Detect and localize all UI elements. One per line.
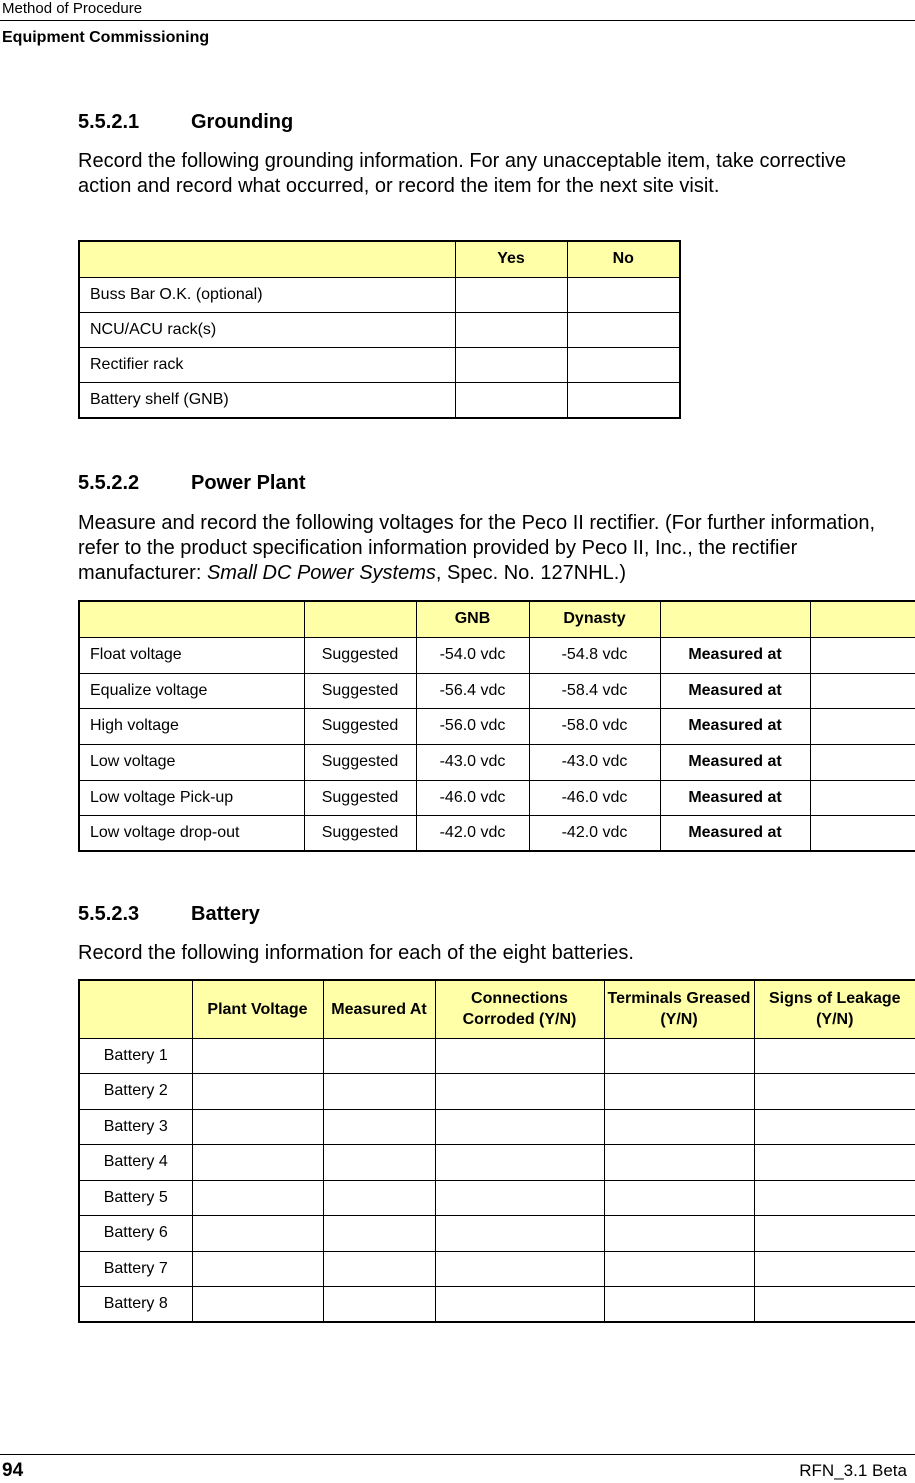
power-plant-text-italic: Small DC Power Systems: [206, 562, 436, 584]
battery-col-leakage: Signs of Leakage (Y/N): [754, 980, 915, 1038]
grounding-no-cell[interactable]: [567, 382, 680, 418]
table-row: [79, 637, 915, 673]
plant-voltage-cell[interactable]: [192, 1180, 323, 1216]
battery-label: Battery 8: [79, 1287, 192, 1323]
leakage-cell[interactable]: [754, 1074, 915, 1110]
power-plant-table: [78, 600, 915, 852]
leakage-cell[interactable]: [754, 1109, 915, 1145]
plant-voltage-cell[interactable]: [192, 1216, 323, 1252]
terminals-cell[interactable]: [604, 1074, 754, 1110]
grounding-header-row: [79, 241, 680, 277]
leakage-cell[interactable]: [754, 1216, 915, 1252]
battery-label: Battery 5: [79, 1180, 192, 1216]
leakage-cell[interactable]: [754, 1038, 915, 1074]
voltage-label: Float voltage: [79, 637, 304, 673]
dynasty-value: -43.0 vdc: [529, 744, 660, 780]
connections-cell[interactable]: [435, 1074, 604, 1110]
measured-at-cell[interactable]: [323, 1216, 435, 1252]
suggested-label: Suggested: [304, 780, 416, 815]
power-plant-number: 5.5.2.2: [78, 472, 140, 494]
connections-cell[interactable]: [435, 1216, 604, 1252]
gnb-value: -42.0 vdc: [416, 815, 529, 851]
measured-at-cell[interactable]: [323, 1145, 435, 1181]
power-col-measured: [660, 601, 810, 637]
connections-cell[interactable]: [435, 1251, 604, 1287]
grounding-heading: [78, 111, 293, 134]
dynasty-value: -58.0 vdc: [529, 708, 660, 744]
plant-voltage-cell[interactable]: [192, 1109, 323, 1145]
battery-col-terminals: Terminals Greased (Y/N): [604, 980, 754, 1038]
gnb-value: -43.0 vdc: [416, 744, 529, 780]
grounding-instructions: Record the following grounding information. For any unacceptable item, take corrective action and record what occurred, or record the item for the next site visit.: [78, 150, 847, 197]
measured-at-cell[interactable]: [323, 1109, 435, 1145]
measured-at-cell[interactable]: [323, 1038, 435, 1074]
measured-at-cell[interactable]: [323, 1251, 435, 1287]
table-row: [79, 382, 680, 418]
gnb-value: -56.0 vdc: [416, 708, 529, 744]
table-row: [79, 708, 915, 744]
grounding-no-cell[interactable]: [567, 347, 680, 382]
table-row: [79, 312, 680, 347]
table-row: [79, 673, 915, 708]
measured-at-label: Measured at: [660, 708, 810, 744]
grounding-yes-cell[interactable]: [455, 382, 567, 418]
measured-at-label: Measured at: [660, 815, 810, 851]
voltage-label: High voltage: [79, 708, 304, 744]
section-header: Equipment Commissioning: [2, 29, 210, 46]
dynasty-value: -42.0 vdc: [529, 815, 660, 851]
voltage-label: Low voltage Pick-up: [79, 780, 304, 815]
battery-label: Battery 3: [79, 1109, 192, 1145]
plant-voltage-cell[interactable]: [192, 1074, 323, 1110]
table-row: [79, 1180, 915, 1216]
grounding-item-label: Buss Bar O.K. (optional): [79, 277, 455, 312]
connections-cell[interactable]: [435, 1109, 604, 1145]
voltage-label: Equalize voltage: [79, 673, 304, 708]
plant-voltage-cell[interactable]: [192, 1038, 323, 1074]
gnb-value: -46.0 vdc: [416, 780, 529, 815]
power-plant-heading: [78, 472, 305, 495]
leakage-cell[interactable]: [754, 1287, 915, 1323]
suggested-label: Suggested: [304, 708, 416, 744]
measured-at-cell[interactable]: [323, 1180, 435, 1216]
grounding-item-label: NCU/ACU rack(s): [79, 312, 455, 347]
terminals-cell[interactable]: [604, 1109, 754, 1145]
power-col-dynasty: Dynasty: [529, 601, 660, 637]
connections-cell[interactable]: [435, 1145, 604, 1181]
power-plant-text-before: Measure and record the following voltages for the Peco II rectifier. (For further information, refer to the product specification information provided by Peco II, Inc., the rectifier manufacturer:: [78, 512, 876, 584]
power-col-kind: [304, 601, 416, 637]
grounding-yes-cell[interactable]: [455, 347, 567, 382]
battery-table: [78, 979, 915, 1323]
header-divider: [0, 20, 915, 21]
grounding-number: 5.5.2.1: [78, 111, 140, 133]
page-number: 94: [2, 1460, 24, 1481]
power-col-label: [79, 601, 304, 637]
battery-col-connections: Connections Corroded (Y/N): [435, 980, 604, 1038]
terminals-cell[interactable]: [604, 1216, 754, 1252]
suggested-label: Suggested: [304, 815, 416, 851]
voltage-label: Low voltage drop-out: [79, 815, 304, 851]
grounding-col-no: No: [567, 241, 680, 277]
grounding-item-label: Battery shelf (GNB): [79, 382, 455, 418]
power-plant-title: Power Plant: [191, 472, 306, 494]
battery-col-measured-at: Measured At: [323, 980, 435, 1038]
measured-at-label: Measured at: [660, 673, 810, 708]
grounding-yes-cell[interactable]: [455, 312, 567, 347]
plant-voltage-cell[interactable]: [192, 1145, 323, 1181]
plant-voltage-cell[interactable]: [192, 1251, 323, 1287]
grounding-col-item: [79, 241, 455, 277]
voltage-label: Low voltage: [79, 744, 304, 780]
document-version: RFN_3.1 Beta: [799, 1461, 907, 1480]
dynasty-value: -54.8 vdc: [529, 637, 660, 673]
battery-header-row: [79, 980, 915, 1038]
connections-cell[interactable]: [435, 1287, 604, 1323]
battery-label: Battery 2: [79, 1074, 192, 1110]
power-col-gnb: GNB: [416, 601, 529, 637]
table-row: [79, 1287, 915, 1323]
terminals-cell[interactable]: [604, 1038, 754, 1074]
connections-cell[interactable]: [435, 1180, 604, 1216]
terminals-cell[interactable]: [604, 1145, 754, 1181]
battery-label: Battery 7: [79, 1251, 192, 1287]
grounding-yes-cell[interactable]: [455, 277, 567, 312]
grounding-no-cell[interactable]: [567, 312, 680, 347]
grounding-title: Grounding: [191, 111, 294, 133]
power-plant-header-row: [79, 601, 915, 637]
dynasty-value: -58.4 vdc: [529, 673, 660, 708]
grounding-item-label: Rectifier rack: [79, 347, 455, 382]
battery-heading: [78, 903, 260, 926]
grounding-col-yes: Yes: [455, 241, 567, 277]
connections-cell[interactable]: [435, 1038, 604, 1074]
power-plant-text-after: , Spec. No. 127NHL.): [435, 562, 626, 584]
measured-value-cell[interactable]: [810, 708, 915, 744]
battery-label: Battery 4: [79, 1145, 192, 1181]
leakage-cell[interactable]: [754, 1251, 915, 1287]
table-row: [79, 347, 680, 382]
grounding-no-cell[interactable]: [567, 277, 680, 312]
gnb-value: -56.4 vdc: [416, 673, 529, 708]
measured-at-label: Measured at: [660, 637, 810, 673]
table-row: [79, 744, 915, 780]
table-row: [79, 1251, 915, 1287]
table-row: [79, 815, 915, 851]
terminals-cell[interactable]: [604, 1180, 754, 1216]
footer-divider: [0, 1454, 915, 1455]
battery-label: Battery 1: [79, 1038, 192, 1074]
plant-voltage-cell[interactable]: [192, 1287, 323, 1323]
battery-col-plant-voltage: Plant Voltage: [192, 980, 323, 1038]
measured-value-cell[interactable]: [810, 673, 915, 708]
document-type: Method of Procedure: [2, 0, 143, 17]
table-row: [79, 1109, 915, 1145]
measured-value-cell[interactable]: [810, 780, 915, 815]
leakage-cell[interactable]: [754, 1180, 915, 1216]
leakage-cell[interactable]: [754, 1145, 915, 1181]
measured-at-label: Measured at: [660, 780, 810, 815]
suggested-label: Suggested: [304, 673, 416, 708]
power-col-value: [810, 601, 915, 637]
measured-at-cell[interactable]: [323, 1074, 435, 1110]
table-row: [79, 1038, 915, 1074]
battery-number: 5.5.2.3: [78, 903, 140, 925]
dynasty-value: -46.0 vdc: [529, 780, 660, 815]
gnb-value: -54.0 vdc: [416, 637, 529, 673]
suggested-label: Suggested: [304, 744, 416, 780]
power-plant-instructions: [78, 511, 878, 586]
grounding-table: [78, 240, 681, 419]
table-row: [79, 780, 915, 815]
table-row: [79, 1145, 915, 1181]
table-row: [79, 1216, 915, 1252]
battery-label: Battery 6: [79, 1216, 192, 1252]
battery-instructions: Record the following information for each of the eight batteries.: [78, 942, 634, 964]
battery-title: Battery: [191, 903, 260, 925]
measured-at-cell[interactable]: [323, 1287, 435, 1323]
terminals-cell[interactable]: [604, 1287, 754, 1323]
measured-value-cell[interactable]: [810, 744, 915, 780]
table-row: [79, 1074, 915, 1110]
terminals-cell[interactable]: [604, 1251, 754, 1287]
measured-value-cell[interactable]: [810, 815, 915, 851]
measured-value-cell[interactable]: [810, 637, 915, 673]
suggested-label: Suggested: [304, 637, 416, 673]
table-row: [79, 277, 680, 312]
battery-col-name: [79, 980, 192, 1038]
measured-at-label: Measured at: [660, 744, 810, 780]
